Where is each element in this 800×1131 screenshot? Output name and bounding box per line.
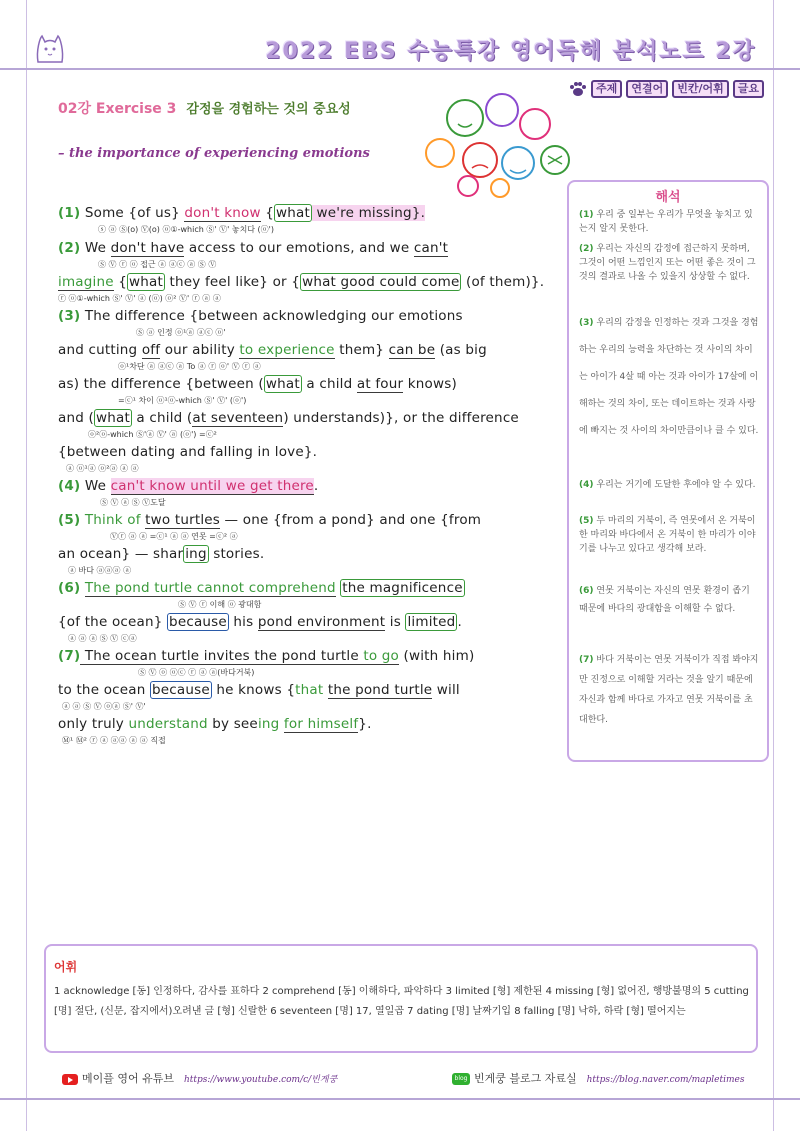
passage-text: will [432,682,460,698]
translation-item-1 [579,208,759,236]
conjunction-box: because [152,682,210,698]
passage-text: }. [358,716,372,732]
highlight-text: we're missing}. [311,205,426,221]
youtube-label: 메이플 영어 유튜브 [82,1072,175,1085]
translation-number: (6) [579,586,594,596]
passage-text: (of them)}. [461,274,545,290]
translation-number: (1) [579,210,594,220]
participle-box: ing [185,546,207,562]
annotation-line-8: ⓐ ⓞ¹ⓐ ⓞ²ⓐ ⓐ ⓐ [66,464,139,473]
phrase-underline: two turtles [145,512,221,528]
verb-underline: can be [388,342,436,358]
translation-item-3 [579,310,759,445]
relative-box: what [276,205,310,221]
passage-line-10 [58,512,481,528]
phrase-underline: at four [356,376,404,392]
tag-row [569,80,764,98]
subject-underline: The ocean turtle [80,648,204,664]
subject-underline: the pond turtle [327,682,433,698]
right-margin-line [773,0,774,1131]
sentence-number-3: (3) [58,308,81,324]
sentence-number-2: (2) [58,240,81,256]
passage-line-4 [58,308,463,324]
phrase-underline: for himself [283,716,359,732]
verb-underline: don't have [110,240,185,256]
passage-text: access to our emotions, and we [184,240,414,256]
passage-line-16 [58,716,372,732]
passage-line-14 [58,648,474,664]
translation-text: 연못 거북이는 자신의 연못 환경이 좁기 때문에 바다의 광대함을 이해할 수 없다. [579,586,750,614]
translation-item-5 [579,514,759,556]
translation-item-7 [579,650,759,730]
passage-line-1 [58,205,425,221]
conjunction-box: because [169,614,227,630]
passage-text: ) understands)}, or the difference [283,410,519,426]
passage-text: (with him) [399,648,475,664]
passage-text: — one {from a pond} and one {from [220,512,482,528]
annotation-line-10: Ⓥⓡ ⓐ ⓐ =ⓒ¹ ⓐ ⓐ 연못 =ⓒ² ⓐ [110,532,238,541]
vocabulary-panel [44,944,758,1053]
blog-footer[interactable] [452,1070,744,1086]
translation-panel [567,180,769,762]
translation-text: 우리는 거기에 도달한 후에야 알 수 있다. [596,480,756,490]
translation-text: 우리 중 일부는 우리가 무엇을 놓치고 있는지 알지 못한다. [579,210,753,234]
passage-line-9 [58,478,318,494]
passage-text: {of the ocean} [58,614,168,630]
translation-text: 우리는 자신의 감정에 접근하지 못하며, 그것이 어떤 느낌인지 또는 어떤 좋은 것이 그것의 결과로 나올 수 있을지 상상할 수 없다. [579,244,756,282]
passage-text: We [80,240,111,256]
tag-connective[interactable]: 연결어 [626,80,668,98]
passage-text: by see [207,716,258,732]
passage-line-8 [58,444,317,460]
passage-text: Think of [80,512,146,528]
translation-item-4 [579,478,759,492]
translation-number: (4) [579,480,594,490]
passage-line-11 [58,546,264,562]
annotation-line-6: =ⓒ¹ 차이 ⓞ¹ⓞ-which Ⓢ' Ⓥ' (ⓞ') [118,396,247,405]
that-text: that [295,682,324,698]
passage-text: Some {of us} [80,205,185,221]
annotation-line-15: ⓐ ⓐ Ⓢ Ⓥ ⓞⓐ Ⓢ' Ⓥ' [62,702,146,711]
infinitive-underline: to experience [239,342,335,358]
annotation-line-11: ⓐ 바다 ⓐⓐⓐ ⓐ [68,566,132,575]
blog-label: 빈게쿵 블로그 자료실 [474,1072,577,1085]
particle-underline: off [141,342,161,358]
phrase-underline: at seventeen [192,410,284,426]
passage-text: and ( [58,410,94,426]
passage-text: a child [301,376,357,392]
translation-heading: 해석 [655,190,681,205]
passage-text: an ocean} — shar [58,546,184,562]
translation-text: 두 마리의 거북이, 즉 연못에서 온 거북이 한 마리와 바다에서 온 거북이 한 마리가 이야기를 나누고 있다고 생각해 보라. [579,516,756,554]
page-header-title: 2022 EBS 수능특강 영어독해 분석노트 2강 [265,39,756,64]
sentence-number-6: (6) [58,580,81,596]
passage-text: he knows { [211,682,296,698]
cat-logo-icon [30,28,70,68]
tag-topic[interactable]: 주제 [591,80,622,98]
passage-text: {between dating and falling in love}. [58,444,318,460]
vocabulary-text: 1 acknowledge [동] 인정하다, 감사를 표하다 2 comprehend [동] 이해하다, 파악하다 3 limited [형] 제한된 4 missing [형] 없어진, 행방불명의 5 cutting [명] 절단, (신문, 잡지에서)오려낸 글 [형] 신랄한 6 seventeen [명] 17, 열일곱 7 dating [명] 날짜기입 8 falling [명] 낙하, 하락 [형] 떨어지는 [54,986,749,1017]
passage-text: only truly [58,716,129,732]
passage-line-6 [58,376,457,392]
passage-text: our ability [160,342,240,358]
passage-text: { [260,205,275,221]
exercise-label: 02강 Exercise 3 [58,101,177,117]
header-divider [0,68,800,70]
annotation-line-12: Ⓢ Ⓥ ⓡ 이해 ⓞ 광대함 [178,600,262,609]
blog-url[interactable]: https://blog.naver.com/mapletimes [586,1075,745,1085]
emotions-illustration-icon [410,88,580,198]
relative-box: what [129,274,164,290]
annotation-line-3: ⓡ ⓞ①-which Ⓢ' Ⓥ' ⓐ (ⓞ) ⓞ² Ⓥ' ⓡ ⓐ ⓐ [58,294,221,303]
annotation-line-13: ⓐ ⓐ ⓐ Ⓢ Ⓥ ⓒⓐ [68,634,137,643]
passage-text: to the ocean [58,682,150,698]
annotation-line-5: ⓞ¹차단 ⓐ ⓐⓒ ⓐ To ⓐ ⓡ ⓞ' Ⓥ ⓡ ⓐ [118,362,261,371]
sentence-number-1: (1) [58,205,81,221]
clause-underline: The pond turtle cannot comprehend [84,580,336,596]
passage-text: stories. [208,546,265,562]
passage-text: . [457,614,462,630]
passage-text: We [80,478,111,494]
verb-text: understand [128,716,208,732]
gerund-ending: ing [257,716,280,732]
subject-underline: pond environment [257,614,386,630]
verb-underline: can't [413,240,449,256]
passage-line-13 [58,614,462,630]
relative-box: what [95,410,130,426]
highlight-text: can't know until we get there [110,478,314,494]
passage-text: . [313,478,319,494]
complement-box: limited [407,614,456,630]
translation-text: 바다 거북이는 연못 거북이가 직접 봐야지만 진정으로 이해할 거라는 것을 알기 때문에 자신과 함께 바다로 가자고 연못 거북이를 초대한다. [579,655,759,725]
annotation-line-16: Ⓜ¹ Ⓜ² ⓡ ⓐ ⓐⓐ ⓐ ⓐ 직접 [62,736,166,745]
passage-text: knows) [403,376,457,392]
object-underline: the pond turtle [249,648,364,664]
sentence-number-7: (7) [58,648,81,664]
translation-number: (3) [579,318,594,328]
translation-number: (7) [579,655,594,665]
passage-text: { [113,274,128,290]
passage-line-12 [58,580,465,596]
youtube-url[interactable]: https://www.youtube.com/c/빈게쿵 [184,1075,338,1085]
verb-underline: invites [203,648,250,664]
tag-blank-vocab[interactable]: 빈칸/어휘 [672,80,729,98]
passage-text: (as big [435,342,487,358]
passage-line-3 [58,274,544,290]
verb-underline: imagine [58,274,114,290]
translation-number: (2) [579,244,594,254]
exercise-title [58,98,351,118]
left-margin-line [26,0,27,1131]
infinitive-underline: to go [363,648,400,664]
passage-text: is [385,614,406,630]
footer-divider [0,1098,800,1100]
translation-number: (5) [579,516,594,526]
annotation-line-4: Ⓢ ⓐ 인정 ⓞ¹ⓐ ⓐⓒ ⓞ' [136,328,226,337]
annotation-line-14: Ⓢ Ⓥ ⓞ ⓞⓒ ⓡ ⓐ ⓐ(바다거북) [138,668,255,677]
passage-text: his [228,614,258,630]
verb-underline: don't know [184,205,261,221]
passage-line-5 [58,342,487,358]
passage-text: they feel like} or { [165,274,301,290]
blog-icon: blog [452,1073,470,1085]
passage-line-15 [58,682,460,698]
passage-text: them} [334,342,389,358]
vocabulary-heading: 어휘 [54,960,78,974]
passage-line-7 [58,410,519,426]
youtube-footer[interactable] [62,1070,337,1086]
relative-box: what good could come [302,274,460,290]
exercise-korean-title: 감정을 경험하는 것의 중요성 [186,102,351,117]
sentence-number-5: (5) [58,512,81,528]
annotation-line-1: ⓢ ⓐ Ⓢ(o) Ⓥ(o) ⓞ①-which Ⓢ' Ⓥ' 놓치다 (ⓞ') [98,225,275,234]
exercise-subtitle: – the importance of experiencing emotions [58,146,370,161]
relative-box: what [265,376,300,392]
translation-item-2 [579,242,759,284]
passage-line-2 [58,240,448,256]
annotation-line-9: Ⓢ Ⓥ ⓐ Ⓢ Ⓥ도달 [100,498,166,507]
passage-text: a child ( [131,410,193,426]
translation-item-6 [579,582,759,618]
passage-text: as) the difference {between ( [58,376,264,392]
sentence-number-4: (4) [58,478,81,494]
translation-text: 우리의 감정을 인정하는 것과 그것을 경험하는 우리의 능력을 차단하는 것 사이의 차이는 아이가 4살 때 아는 것과 아이가 17살에 이해하는 것의 차이, 또는 데이트하는 것과 사랑에 빠지는 것 사이의 차이만큼이나 클 수 있다. [579,318,759,436]
object-box: the magnificence [342,580,463,596]
passage-text: and cutting [58,342,142,358]
annotation-line-2: Ⓢ Ⓥ ⓡ ⓞ 접근 ⓐ ⓐⓒ ⓐ Ⓢ Ⓥ [98,260,217,269]
youtube-icon [62,1074,78,1085]
annotation-line-7: ⓞ²ⓞ-which Ⓢ'ⓐ Ⓥ' ⓐ (ⓞ') =ⓒ² [88,430,217,439]
passage-text: The difference {between acknowledging our emotions [80,308,463,324]
tag-summary[interactable]: 글요 [733,80,764,98]
